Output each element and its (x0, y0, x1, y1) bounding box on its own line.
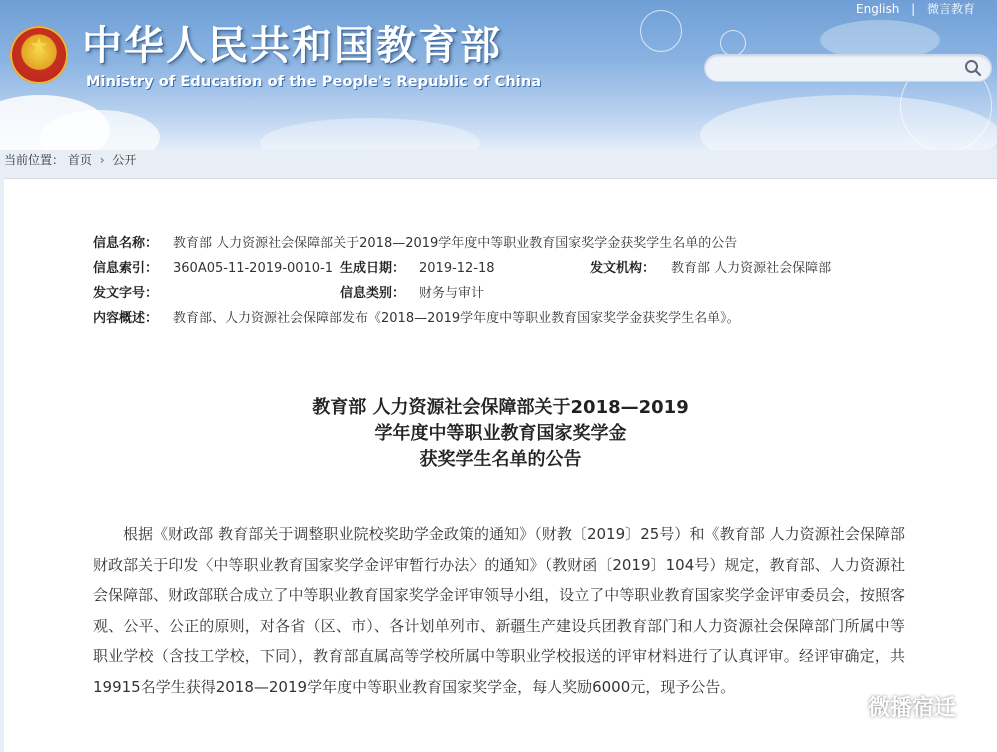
meta-org-label: 发文机构： (590, 261, 656, 276)
meta-index-label: 信息索引： (93, 261, 159, 276)
dandelion-decoration (720, 30, 746, 56)
meta-org-value: 教育部 人力资源社会保障部 (671, 261, 832, 276)
meta-date-label: 生成日期： (340, 261, 406, 276)
meta-row (93, 231, 873, 256)
breadcrumb-home[interactable]: 首页 (67, 153, 92, 167)
site-title[interactable]: 中华人民共和国教育部 (82, 22, 502, 69)
meta-summary-label: 内容概述： (93, 311, 159, 326)
watermark (826, 691, 956, 731)
meta-name-value: 教育部 人力资源社会保障部关于2018—2019学年度中等职业教育国家奖学金获奖学生名单的公告 (173, 236, 738, 251)
site-subtitle: Ministry of Education of the People's Republic of China (86, 74, 542, 90)
meta-category-label: 信息类别： (340, 286, 406, 301)
search-box[interactable] (704, 54, 992, 82)
breadcrumb-prefix: 当前位置： (4, 153, 65, 167)
meta-summary-value: 教育部、人力资源社会保障部发布《2018—2019学年度中等职业教育国家奖学金获奖学生名单》。 (173, 311, 740, 326)
wechat-icon (826, 694, 862, 724)
site-header (0, 0, 997, 150)
watermark-text: 微播宿迁 (868, 696, 957, 721)
article-title-line: 获奖学生名单的公告 (419, 449, 582, 470)
article-title-line: 学年度中等职业教育国家奖学金 (374, 423, 627, 444)
search-icon[interactable] (963, 58, 983, 78)
chevron-right-icon: › (99, 153, 105, 167)
meta-docno-label: 发文字号： (93, 286, 159, 301)
document-meta (93, 231, 873, 331)
meta-index-value: 360A05-11-2019-0010-1 (173, 261, 333, 276)
english-link[interactable]: English (856, 2, 900, 16)
meta-name-label: 信息名称： (93, 236, 159, 251)
meta-category-value: 财务与审计 (419, 286, 485, 301)
star-icon: ★ (29, 34, 49, 59)
meta-row (93, 306, 873, 331)
weibo-link[interactable]: 微言教育 (927, 2, 976, 16)
top-links (856, 0, 975, 17)
cloud-decoration (260, 118, 480, 150)
national-emblem-icon[interactable] (10, 26, 68, 84)
meta-row (93, 256, 873, 281)
breadcrumb-public[interactable]: 公开 (112, 153, 137, 167)
meta-row (93, 281, 873, 306)
content-panel (4, 178, 997, 752)
meta-date-value: 2019-12-18 (419, 261, 495, 276)
breadcrumb (4, 151, 136, 168)
dandelion-decoration (640, 10, 682, 52)
link-separator: | (911, 2, 916, 16)
article-title-line: 教育部 人力资源社会保障部关于2018—2019 (312, 397, 689, 418)
search-input[interactable] (717, 58, 961, 80)
article-paragraph: 根据《财政部 教育部关于调整职业院校奖助学金政策的通知》（财教〔2019〕25号）和《教育部 人力资源社会保障部 财政部关于印发〈中等职业教育国家奖学金评审暂行办法〉的通知》（教财函〔2019〕104号）规定，教育部、人力资源社会保障部、财政部联合成立了中等职业教育国家奖学金评审领导小组，设立了中等职业教育国家奖学金评审委员会，按照客观、公平、公正的原则，对各省（区、市）、各计划单列市、新疆生产建设兵团教育部门和人力资源社会保障部门所属中等职业学校（含技工学校，下同），教育部直属高等学校所属中等职业学校报送的评审材料进行了认真评审。经评审确定，共19915名学生获得2018—2019学年度中等职业教育国家奖学金，每人奖励6000元，现予公告。 (93, 525, 905, 696)
article-title (4, 395, 997, 473)
